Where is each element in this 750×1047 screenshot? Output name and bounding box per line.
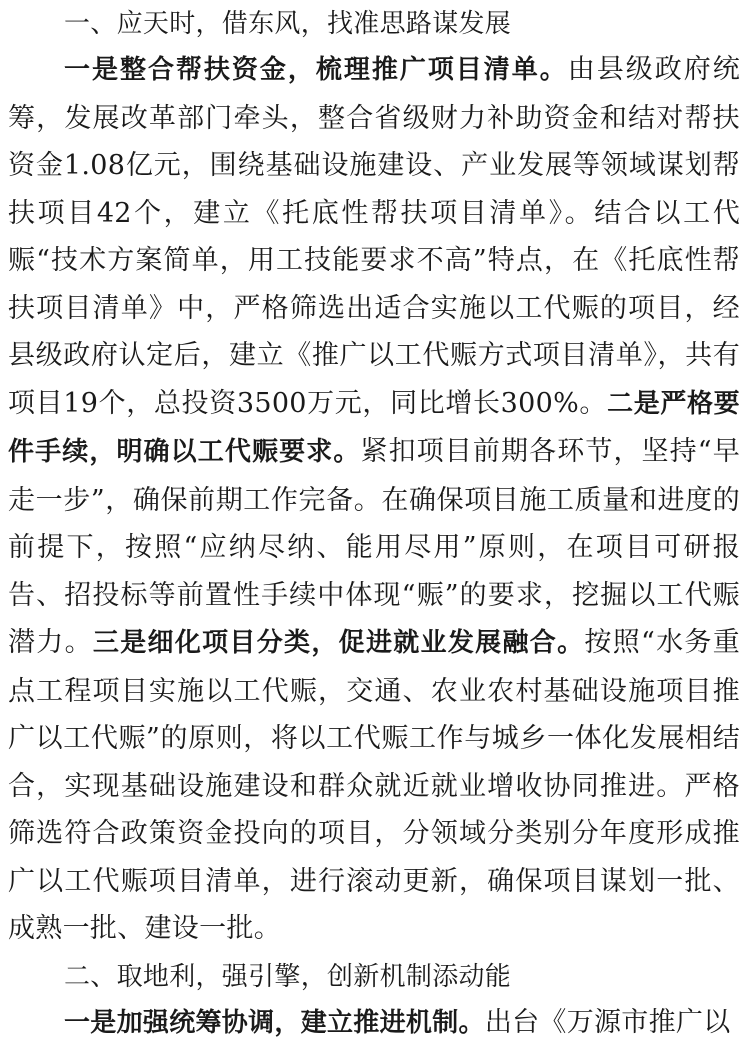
paragraph-2 bbox=[8, 999, 740, 1047]
paragraph-1-point-3-text: 按照“水务重点工程项目实施以工代赈，交通、农业农村基础设施项目推广以工代赈”的原则，将以工代赈工作与城乡一体化发展相结合，实现基础设施建设和群众就近就业增收协同推进。严格筛选符合政策资金投向的项目，分领域分类别分年度形成推广以工代赈项目清单，进行滚动更新，确保项目谋划一批、成熟一批、建设一批。 bbox=[8, 627, 740, 944]
paragraph-1-point-3-title: 三是细化项目分类，促进就业发展融合。 bbox=[93, 628, 584, 658]
paragraph-1-point-1-title: 一是整合帮扶资金，梳理推广项目清单。 bbox=[64, 55, 568, 85]
section-heading-1: 一、应天时，借东风，找准思路谋发展 bbox=[8, 2, 740, 46]
section-heading-2: 二、取地利，强引擎，创新机制添动能 bbox=[8, 955, 740, 999]
paragraph-2-point-1-text: 出台《万源市推广以 bbox=[485, 1007, 731, 1038]
paragraph-2-point-1-title: 一是加强统筹协调，建立推进机制。 bbox=[64, 1008, 485, 1038]
paragraph-1-point-1-text: 由县级政府统筹，发展改革部门牵头，整合省级财力补助资金和结对帮扶资金1.08亿元，围绕基础设施建设、产业发展等领域谋划帮扶项目42个，建立《托底性帮扶项目清单》。结合以工代赈“技术方案简单，用工技能要求不高”特点，在《托底性帮扶项目清单》中，严格筛选出适合实施以工代赈的项目，经县级政府认定后，建立《推广以工代赈方式项目清单》，共有项目19个，总投资3500万元，同比增长300%。 bbox=[8, 54, 740, 419]
paragraph-1-point-2-text: 紧扣项目前期各环节，坚持“早走一步”，确保前期工作完备。在确保项目施工质量和进度的前提下，按照“应纳尽纳、能用尽用”原则，在项目可研报告、招投标等前置性手续中体现“赈”的要求，挖掘以工代赈潜力。 bbox=[8, 436, 740, 658]
paragraph-1 bbox=[8, 46, 740, 953]
paragraph-1-point-2-title: 二是严格要件手续，明确以工代赈要求。 bbox=[8, 389, 740, 468]
